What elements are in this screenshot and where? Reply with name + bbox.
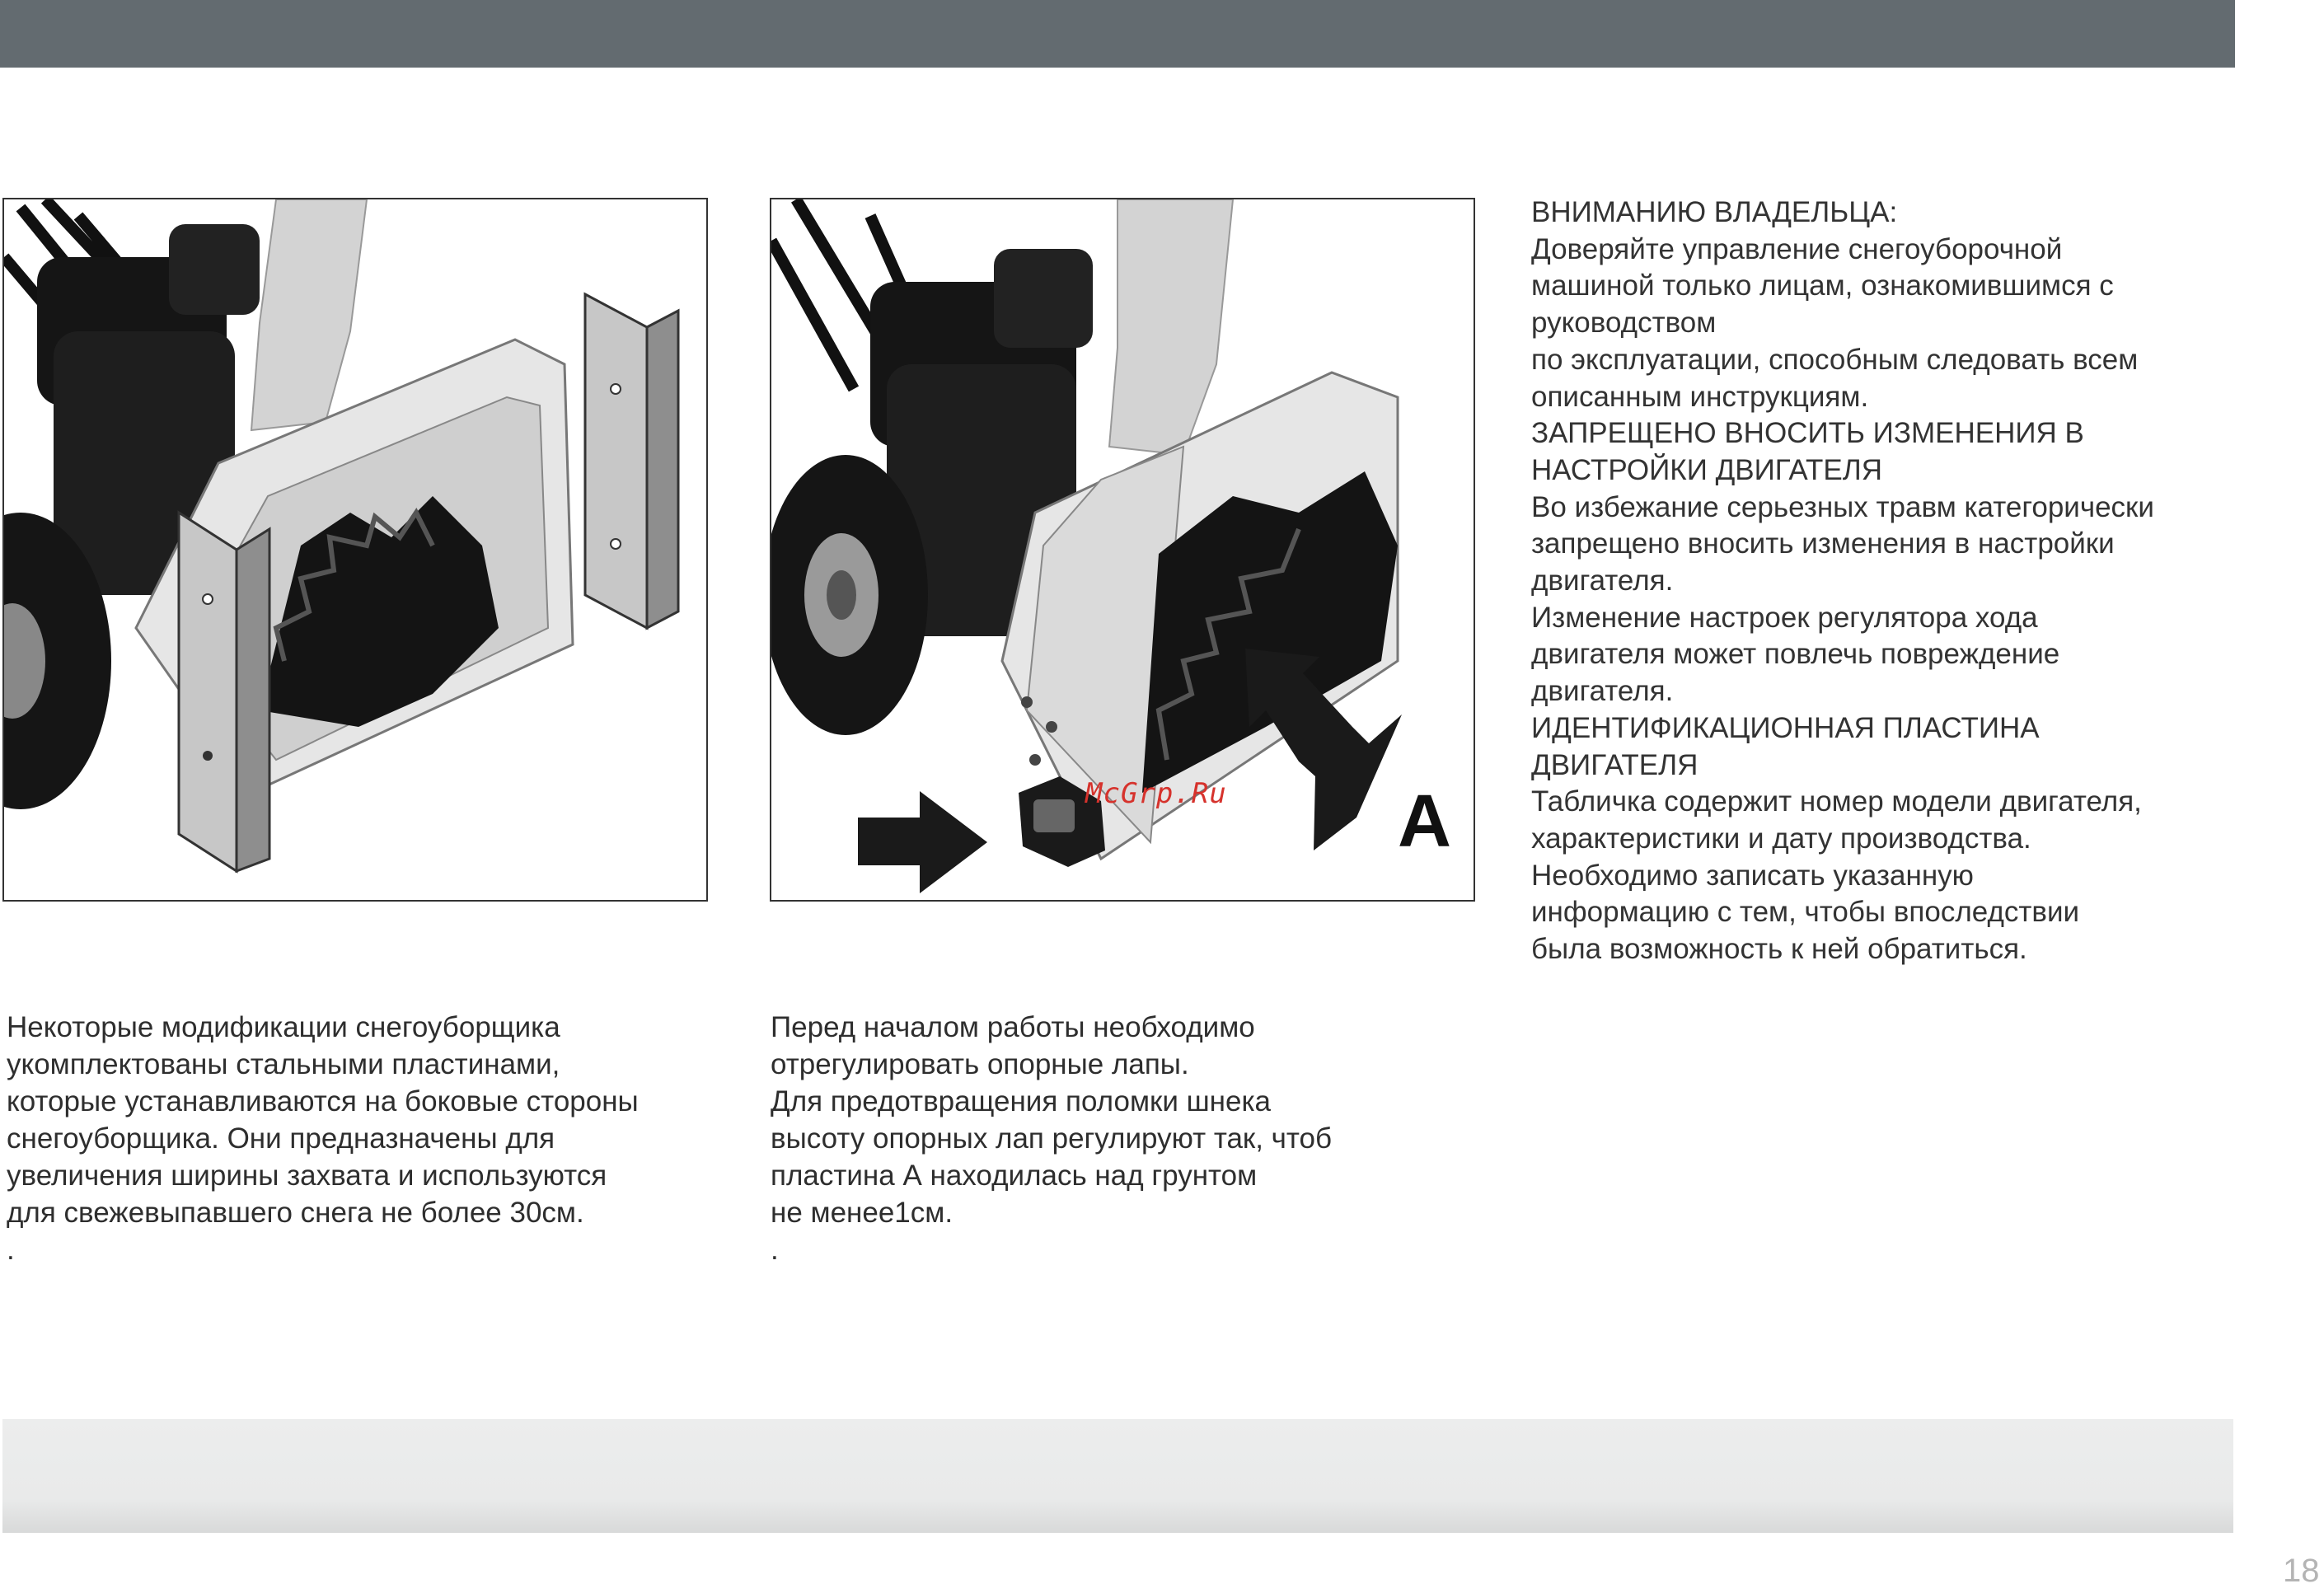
notice-line: Необходимо записать указанную	[1531, 859, 1974, 892]
notice-line: ДВИГАТЕЛЯ	[1531, 748, 1698, 781]
notice-line: машиной только лицам, ознакомившимся с	[1531, 269, 2114, 302]
notice-line: Доверяйте управление снегоуборочной	[1531, 232, 2063, 265]
notice-line: по эксплуатации, способным следовать всем	[1531, 343, 2139, 376]
header-bar	[0, 0, 2235, 68]
page-number: 18	[2283, 1553, 2320, 1589]
notice-line: Во избежание серьезных травм категорически	[1531, 490, 2154, 523]
notice-line: двигателя.	[1531, 565, 1674, 597]
notice-line: ВНИМАНИЮ ВЛАДЕЛЬЦА:	[1531, 196, 1898, 228]
caption-side-plates: Некоторые модификации снегоуборщика укомплектованы стальными пластинами, которые устанавливаются на боковые стороны снегоуборщика. Они предназначены для увеличения ширины захвата и используются для свежевыпавшего снега не более 30см. .	[7, 1011, 639, 1266]
notice-line: Изменение настроек регулятора хода	[1531, 601, 2038, 634]
footer-band	[2, 1419, 2233, 1533]
notice-line: ИДЕНТИФИКАЦИОННАЯ ПЛАСТИНА	[1531, 711, 2040, 744]
notice-line: двигателя может повлечь повреждение	[1531, 638, 2060, 671]
notice-line: двигателя.	[1531, 675, 1674, 708]
notice-line: Табличка содержит номер модели двигателя,	[1531, 785, 2142, 818]
notice-line: запрещено вносить изменения в настройки	[1531, 527, 2115, 560]
caption-skid-shoe: Перед началом работы необходимо отрегулировать опорные лапы. Для предотвращения поломки шнека высоту опорных лап регулируют так, чтоб пластина А находилась над грунтом не менее1см. .	[771, 1011, 1333, 1266]
notice-line: руководством	[1531, 307, 1717, 340]
watermark: McGrp.Ru	[1085, 777, 1227, 810]
notice-line: описанным инструкциям.	[1531, 380, 1869, 413]
notice-line: характеристики и дату производства.	[1531, 822, 2031, 855]
marker-label-a: A	[1398, 780, 1451, 863]
notice-line: ЗАПРЕЩЕНО ВНОСИТЬ ИЗМЕНЕНИЯ В	[1531, 417, 2084, 450]
notice-line: информацию с тем, чтобы впоследствии	[1531, 896, 2080, 929]
notice-line: была возможность к ней обратиться.	[1531, 933, 2027, 966]
snowblower-side-plates-illustration	[4, 199, 706, 900]
notice-line: НАСТРОЙКИ ДВИГАТЕЛЯ	[1531, 453, 1882, 486]
owner-notice	[1531, 194, 2314, 968]
figure-side-plates	[2, 198, 708, 902]
